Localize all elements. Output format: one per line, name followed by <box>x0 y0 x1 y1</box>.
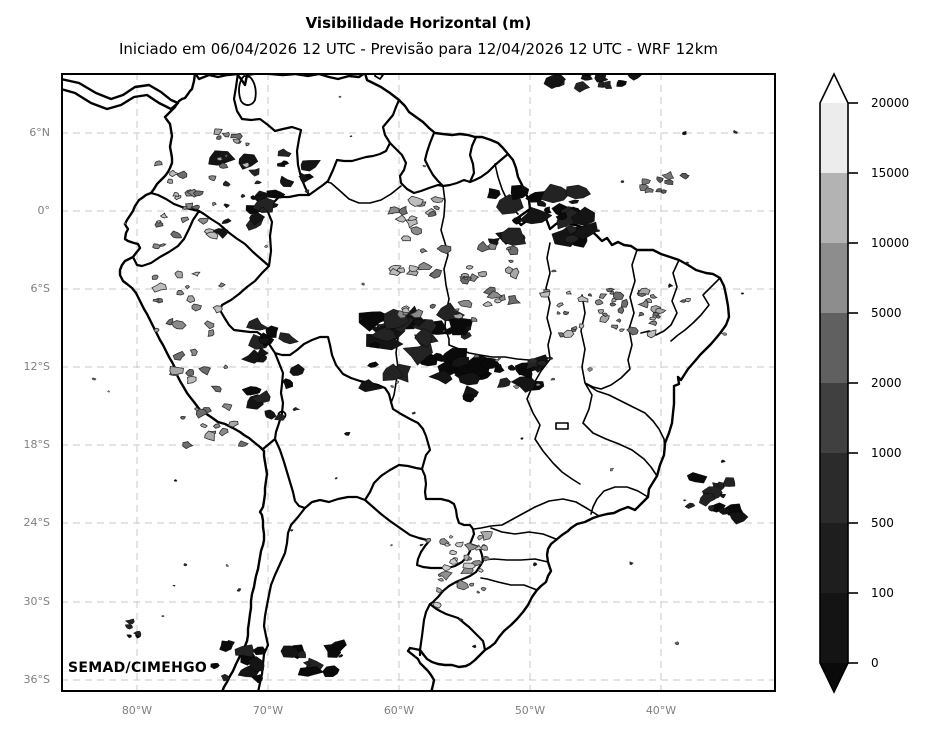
visibility-blob <box>650 317 656 320</box>
colorbar-under-arrow <box>820 663 848 692</box>
visibility-blob <box>423 165 426 167</box>
colorbar-tick-label: 100 <box>871 586 894 600</box>
visibility-blob <box>224 204 230 208</box>
visibility-blob <box>344 432 350 435</box>
visibility-blob <box>206 232 218 239</box>
visibility-blob <box>335 477 337 479</box>
visibility-blob <box>153 244 161 249</box>
visibility-blob <box>557 312 560 315</box>
visibility-blob <box>253 647 265 655</box>
visibility-blob <box>450 536 453 539</box>
visibility-blob <box>171 231 182 238</box>
visibility-blob <box>478 535 484 540</box>
lon-tick-label: 60°W <box>383 704 415 717</box>
visibility-blob <box>551 270 556 272</box>
visibility-blob <box>282 379 292 389</box>
visibility-blob <box>391 386 394 388</box>
visibility-blob <box>396 381 399 384</box>
map-canvas <box>61 73 776 692</box>
visibility-blob <box>160 244 166 247</box>
visibility-blob <box>618 307 624 313</box>
figure-title: Visibilidade Horizontal (m) <box>305 14 532 32</box>
visibility-blob <box>471 317 477 321</box>
visibility-blob <box>370 343 380 349</box>
visibility-blob <box>127 635 132 638</box>
visibility-blob <box>497 378 510 388</box>
colorbar-segment <box>820 173 848 243</box>
visibility-blob <box>275 414 286 420</box>
visibility-blob <box>668 284 673 288</box>
map-frame <box>62 74 775 691</box>
visibility-blob <box>246 318 268 331</box>
lon-tick-label: 50°W <box>514 704 546 717</box>
visibility-blob <box>212 386 222 392</box>
visibility-blob <box>187 376 196 383</box>
visibility-blob <box>458 301 472 308</box>
visibility-blob <box>214 129 222 135</box>
lat-tick-label: 30°S <box>23 595 50 608</box>
visibility-blob <box>639 312 644 316</box>
visibility-blob <box>630 562 634 565</box>
visibility-blob <box>463 563 476 569</box>
visibility-blob <box>339 96 341 98</box>
visibility-blob <box>205 321 214 329</box>
visibility-blob <box>185 286 189 289</box>
colorbar-tick-label: 15000 <box>871 166 910 180</box>
visibility-blob <box>574 81 590 92</box>
visibility-blob <box>192 304 202 311</box>
grid-lines <box>61 73 776 692</box>
visibility-blob <box>152 275 158 279</box>
visibility-blob <box>508 296 520 305</box>
visibility-blob <box>177 290 184 295</box>
visibility-blob <box>267 190 285 198</box>
visibility-blob <box>420 544 424 546</box>
lat-tick-label: 6°S <box>30 282 50 295</box>
visibility-blob <box>445 543 451 546</box>
visibility-blob <box>280 176 294 187</box>
colorbar-tick-label: 20000 <box>871 96 910 110</box>
visibility-blob <box>498 357 501 359</box>
visibility-blob <box>481 545 488 550</box>
visibility-blob <box>483 302 492 307</box>
visibility-blob <box>293 407 300 411</box>
visibility-blob <box>249 168 260 176</box>
visibility-blob <box>436 588 442 593</box>
visibility-blob <box>153 299 158 301</box>
visibility-blob <box>213 424 220 429</box>
colorbar-segment <box>820 383 848 453</box>
lat-tick-label: 12°S <box>23 360 50 373</box>
visibility-blob <box>612 325 618 329</box>
visibility-blob <box>477 591 480 594</box>
colorbar-segment <box>820 523 848 593</box>
visibility-blob <box>536 383 541 386</box>
visibility-blob <box>621 299 628 307</box>
visibility-blob <box>208 330 214 337</box>
visibility-blob <box>656 316 660 319</box>
visibility-blob <box>544 74 566 89</box>
visibility-blob <box>723 478 735 487</box>
blob-cluster-colombia-core <box>209 149 321 239</box>
blob-cluster-offshore-se <box>685 472 748 524</box>
visibility-blob <box>650 294 656 298</box>
visibility-blob <box>675 642 679 645</box>
visibility-blob <box>388 207 399 214</box>
visibility-blob <box>173 351 185 360</box>
visibility-blob <box>649 321 657 325</box>
visibility-blob <box>699 493 715 506</box>
visibility-blob <box>566 291 571 294</box>
visibility-blob <box>246 143 250 146</box>
visibility-blob <box>419 262 432 270</box>
visibility-blob <box>645 188 654 193</box>
visibility-blob <box>682 131 686 135</box>
visibility-blob <box>610 303 616 306</box>
visibility-blob <box>172 321 187 329</box>
colorbar-segment <box>820 453 848 523</box>
visibility-blob <box>213 202 217 205</box>
visibility-blob <box>468 558 472 561</box>
visibility-blob <box>616 319 621 323</box>
lat-tick-label: 24°S <box>23 516 50 529</box>
visibility-blob <box>395 215 406 222</box>
visibility-blob <box>152 283 167 292</box>
visibility-blob <box>685 298 690 302</box>
visibility-blob <box>173 192 179 196</box>
figure-subtitle: Iniciado em 06/04/2026 12 UTC - Previsão para 12/04/2026 12 UTC - WRF 12km <box>118 40 719 58</box>
lon-tick-label: 40°W <box>645 704 677 717</box>
visibility-blob <box>362 283 365 285</box>
visibility-blob <box>741 293 744 295</box>
colorbar-tick-label: 5000 <box>871 306 902 320</box>
colorbar-segment <box>820 593 848 663</box>
visibility-blob <box>175 271 183 278</box>
visibility-blob <box>391 544 393 546</box>
visibility-blob <box>481 587 486 591</box>
blob-cluster-maranhao <box>540 288 662 338</box>
visibility-blob <box>401 236 410 241</box>
visibility-blob <box>729 512 748 524</box>
visibility-blob <box>665 180 673 185</box>
visibility-blob <box>238 441 248 447</box>
visibility-blob <box>684 500 687 501</box>
visibility-blob <box>170 366 184 374</box>
visibility-blob <box>241 350 260 364</box>
visibility-blob <box>442 565 451 571</box>
visibility-blob <box>438 578 443 581</box>
visibility-blob <box>184 564 187 567</box>
visibility-blob <box>399 206 407 215</box>
visibility-blob <box>264 245 267 248</box>
visibility-blob <box>199 367 211 375</box>
colorbar-tick-label: 10000 <box>871 236 910 250</box>
visibility-blob <box>563 311 568 314</box>
visibility-blob <box>599 294 606 299</box>
visibility-blob <box>174 479 177 481</box>
visibility-blob <box>656 308 666 313</box>
visibility-blob <box>222 219 231 224</box>
visibility-blob <box>223 181 230 187</box>
visibility-blob <box>469 583 474 586</box>
lake-maracaibo <box>239 76 256 105</box>
blob-cluster-peru-andes <box>152 283 248 449</box>
visibility-blob <box>474 355 479 358</box>
visibility-blob <box>242 386 261 395</box>
visibility-blob <box>617 80 627 86</box>
visibility-blob <box>173 585 175 586</box>
visibility-blob <box>610 468 614 471</box>
visibility-blob <box>239 154 258 170</box>
visibility-blob <box>420 249 427 253</box>
visibility-blob <box>125 619 134 625</box>
visibility-blob <box>186 369 194 376</box>
visibility-blob <box>662 171 674 179</box>
visibility-blob <box>437 245 451 253</box>
visibility-blob <box>450 550 457 555</box>
visibility-blob <box>551 378 555 380</box>
visibility-blob <box>224 365 228 369</box>
visibility-blob <box>187 296 195 303</box>
visibility-blob <box>680 300 685 303</box>
coastline <box>61 73 729 692</box>
colorbar-segment <box>820 103 848 173</box>
visibility-blob <box>513 386 519 389</box>
visibility-blob <box>222 133 229 137</box>
panama-isthmus-path <box>61 79 178 109</box>
colorbar-segment <box>820 243 848 313</box>
visibility-blob <box>108 391 110 393</box>
visibility-blob <box>205 431 215 441</box>
visibility-blob <box>323 666 340 677</box>
visibility-blob <box>282 161 289 166</box>
visibility-blob <box>656 189 662 193</box>
blob-cluster-top-edge <box>544 73 643 92</box>
lon-tick-label: 80°W <box>121 704 153 717</box>
visibility-blob <box>569 200 579 204</box>
lat-tick-label: 0° <box>37 204 50 217</box>
visibility-blob <box>455 542 463 547</box>
visibility-blob <box>443 330 445 332</box>
visibility-blob <box>588 368 593 372</box>
visibility-blob <box>219 283 225 287</box>
visibility-blob <box>431 197 444 203</box>
colorbar <box>808 70 932 702</box>
visibility-blob <box>255 181 262 184</box>
visibility-blob <box>183 442 193 449</box>
visibility-blob <box>226 564 229 566</box>
visibility-blob <box>241 194 245 198</box>
blob-cluster-paraguay <box>426 531 493 608</box>
visibility-blob <box>687 472 707 483</box>
visibility-blob <box>595 300 603 306</box>
visibility-blob <box>278 149 291 157</box>
visibility-blob <box>265 410 276 420</box>
visibility-blob <box>229 421 239 427</box>
visibility-blob <box>434 206 440 210</box>
visibility-blob <box>642 179 651 185</box>
visibility-blob <box>721 333 727 336</box>
visibility-blob-layer <box>92 73 748 683</box>
visibility-blob <box>301 160 321 171</box>
visibility-blob <box>566 185 591 199</box>
visibility-blob <box>162 616 165 617</box>
visibility-blob <box>478 272 487 277</box>
colorbar-tick-label: 0 <box>871 656 879 670</box>
visibility-blob <box>217 136 222 140</box>
visibility-blob <box>430 304 436 308</box>
visibility-blob <box>350 136 352 137</box>
visibility-blob <box>190 349 197 356</box>
lat-tick-label: 18°S <box>23 438 50 451</box>
visibility-blob <box>155 161 163 166</box>
blob-cluster-itcz-ocean <box>640 171 690 193</box>
visibility-blob <box>409 266 419 272</box>
colorbar-over-arrow <box>820 74 848 103</box>
visibility-blob <box>495 299 502 303</box>
visibility-blob <box>578 296 588 302</box>
visibility-blob <box>627 327 638 335</box>
visibility-blob <box>685 503 695 509</box>
visibility-blob <box>721 460 725 463</box>
colorbar-tick-label: 500 <box>871 516 894 530</box>
visibility-blob <box>411 227 422 235</box>
blob-cluster-rio-negro <box>388 196 444 241</box>
visibility-blob <box>222 404 232 411</box>
visibility-blob <box>168 179 173 183</box>
visibility-blob <box>557 303 563 308</box>
visibility-blob <box>533 563 537 567</box>
lat-tick-label: 6°N <box>29 126 50 139</box>
colorbar-segment <box>820 313 848 383</box>
lon-tick-label: 70°W <box>252 704 284 717</box>
visibility-blob <box>472 645 476 648</box>
visibility-blob <box>231 133 243 139</box>
visibility-blob <box>521 438 523 440</box>
visibility-blob <box>219 428 228 436</box>
lat-tick-label: 36°S <box>23 673 50 686</box>
blob-cluster-argentina-east <box>281 640 347 677</box>
visibility-blob <box>198 218 209 224</box>
visibility-blob <box>657 177 664 183</box>
visibility-blob <box>235 645 254 657</box>
visibility-blob <box>581 75 593 80</box>
visibility-blob <box>613 292 623 300</box>
blob-cluster-acre-chain <box>241 318 304 421</box>
visibility-blob <box>467 327 471 330</box>
colorbar-tick-label: 1000 <box>871 446 902 460</box>
visibility-blob <box>540 291 550 297</box>
visibility-blob <box>209 176 216 181</box>
visibility-blob <box>237 588 241 591</box>
visibility-blob <box>720 494 726 498</box>
visibility-blob <box>289 530 293 532</box>
visibility-blob <box>603 81 612 89</box>
visibility-blob <box>92 378 96 380</box>
visibility-blob <box>509 260 514 263</box>
visibility-blob <box>457 580 469 590</box>
visibility-blob <box>598 310 603 314</box>
visibility-blob <box>251 195 256 199</box>
blob-cluster-chile-coast <box>125 619 141 638</box>
visibility-blob <box>408 196 423 206</box>
colorbar-tick-label: 2000 <box>871 376 902 390</box>
visibility-blob <box>181 217 189 223</box>
visibility-blob <box>487 188 500 199</box>
visibility-blob <box>621 181 624 183</box>
visibility-blob <box>181 416 186 419</box>
visibility-blob <box>201 424 208 428</box>
visibility-blob <box>161 213 168 218</box>
visibility-blob <box>217 157 222 161</box>
visibility-blob <box>588 294 591 296</box>
visibility-blob <box>211 663 220 669</box>
visibility-blob <box>290 364 305 376</box>
visibility-blob <box>125 625 132 630</box>
visibility-blob <box>192 272 200 276</box>
watermark-label: SEMAD/CIMEHGO <box>68 660 208 676</box>
visibility-blob <box>194 191 204 196</box>
visibility-blob <box>333 640 347 652</box>
visibility-blob <box>579 324 584 329</box>
visibility-blob <box>466 266 473 270</box>
visibility-blob <box>177 171 187 179</box>
visibility-blob <box>233 140 240 144</box>
visibility-blob <box>680 173 688 179</box>
visibility-blob <box>620 329 625 332</box>
visibility-blob <box>279 333 299 345</box>
visibility-blob <box>412 412 416 414</box>
visibility-blob <box>478 569 483 573</box>
